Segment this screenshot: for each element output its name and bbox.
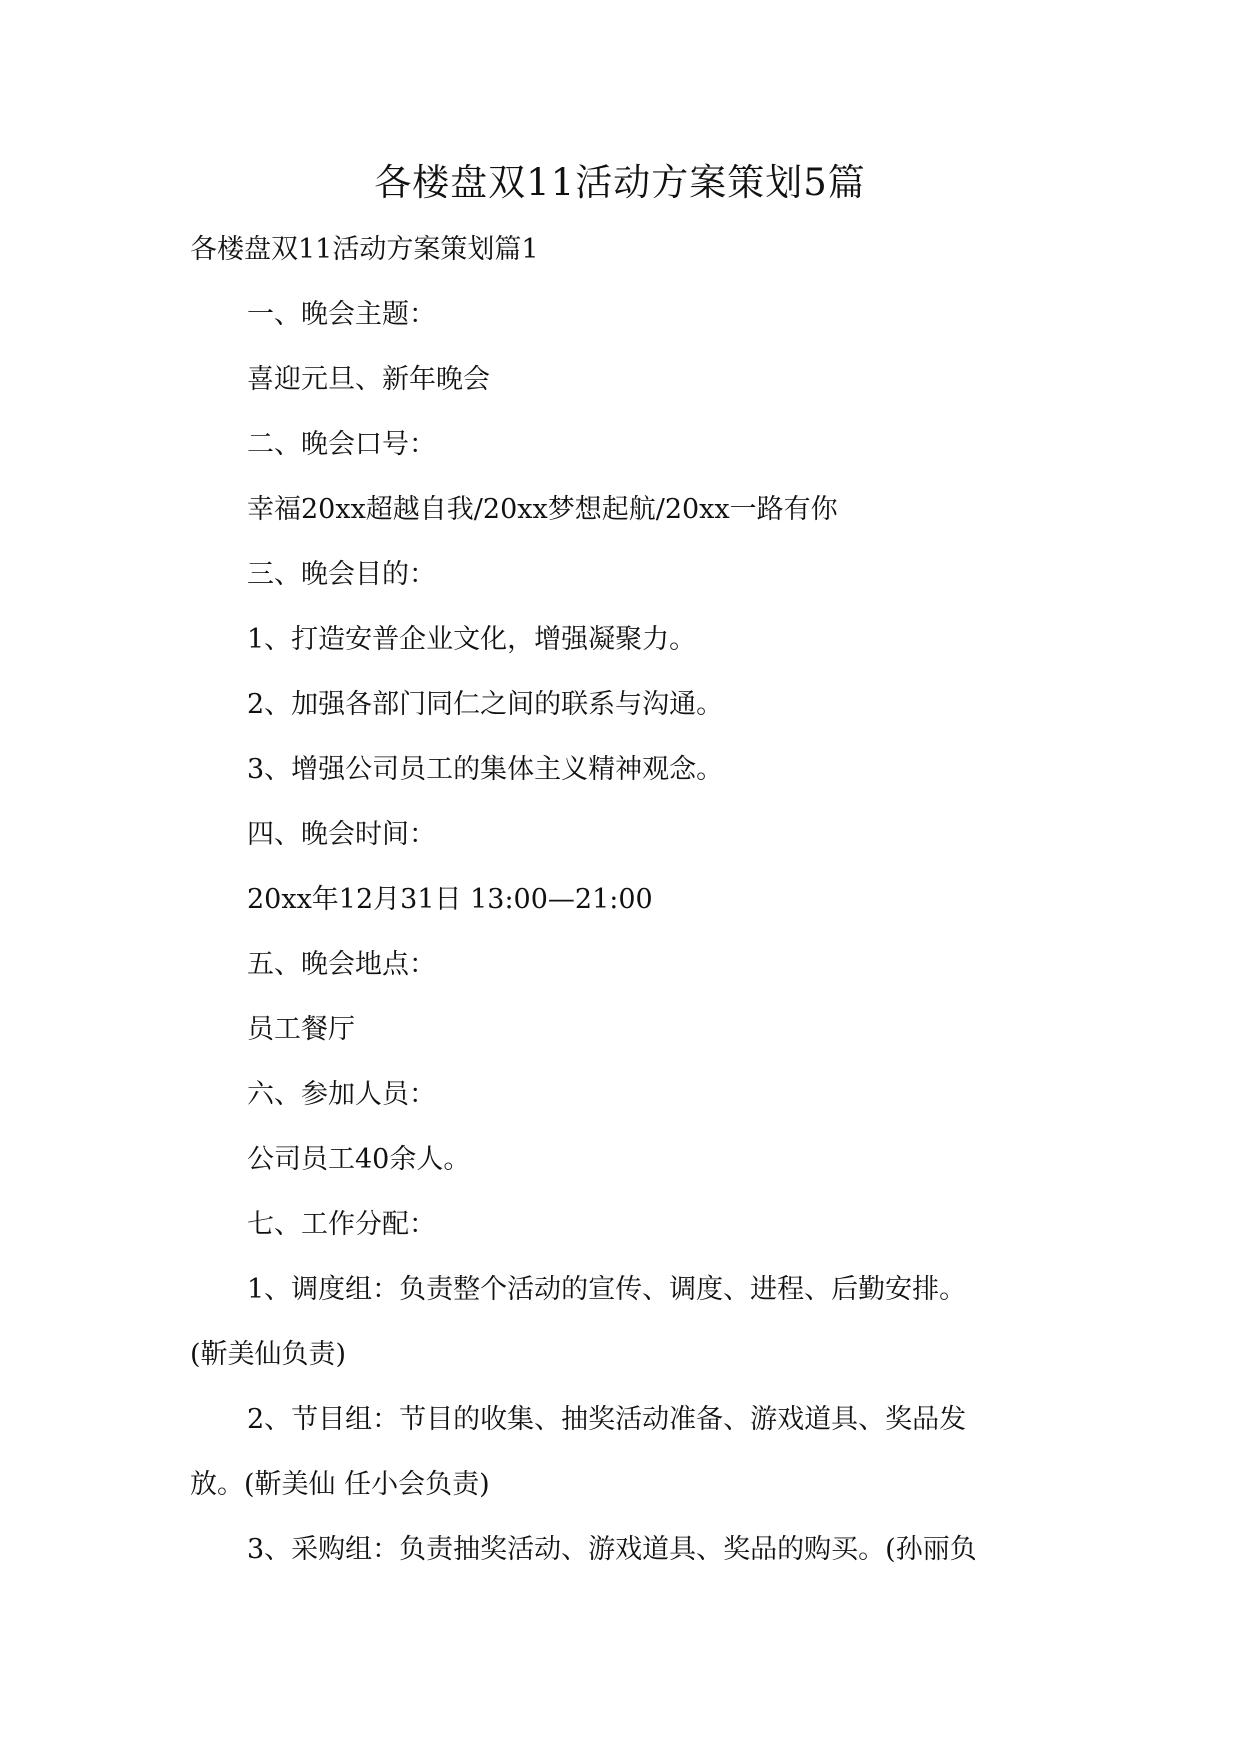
paragraph-line: 20xx年12月31日 13:00—21:00 (247, 884, 653, 915)
paragraph-line: 四、晚会时间： (247, 819, 436, 850)
paragraph-line: 七、工作分配： (247, 1209, 436, 1240)
paragraph-line: 3、采购组：负责抽奖活动、游戏道具、奖品的购买。(孙丽负 (247, 1534, 977, 1565)
paragraph-line: 2、节目组：节目的收集、抽奖活动准备、游戏道具、奖品发 (247, 1404, 967, 1435)
paragraph-line: 二、晚会口号： (247, 429, 436, 460)
paragraph-line: (靳美仙负责) (190, 1339, 347, 1370)
document-title: 各楼盘双11活动方案策划5篇 (374, 161, 866, 204)
paragraph-line: 1、打造安普企业文化，增强凝聚力。 (247, 624, 697, 655)
paragraph-line: 幸福20xx超越自我/20xx梦想起航/20xx一路有你 (247, 494, 838, 525)
paragraph-line: 3、增强公司员工的集体主义精神观念。 (247, 754, 724, 785)
paragraph-line: 2、加强各部门同仁之间的联系与沟通。 (247, 689, 724, 720)
paragraph-line: 五、晚会地点： (247, 949, 436, 980)
paragraph-line: 员工餐厅 (247, 1014, 355, 1045)
section-heading: 各楼盘双11活动方案策划篇1 (190, 234, 539, 265)
paragraph-line: 公司员工40余人。 (247, 1144, 471, 1175)
paragraph-line: 六、参加人员： (247, 1079, 436, 1110)
paragraph-line: 放。(靳美仙 任小会负责) (190, 1469, 490, 1500)
paragraph-line: 一、晚会主题： (247, 299, 436, 330)
paragraph-line: 1、调度组：负责整个活动的宣传、调度、进程、后勤安排。 (247, 1274, 967, 1305)
paragraph-line: 三、晚会目的： (247, 559, 436, 590)
paragraph-line: 喜迎元旦、新年晚会 (247, 364, 490, 395)
